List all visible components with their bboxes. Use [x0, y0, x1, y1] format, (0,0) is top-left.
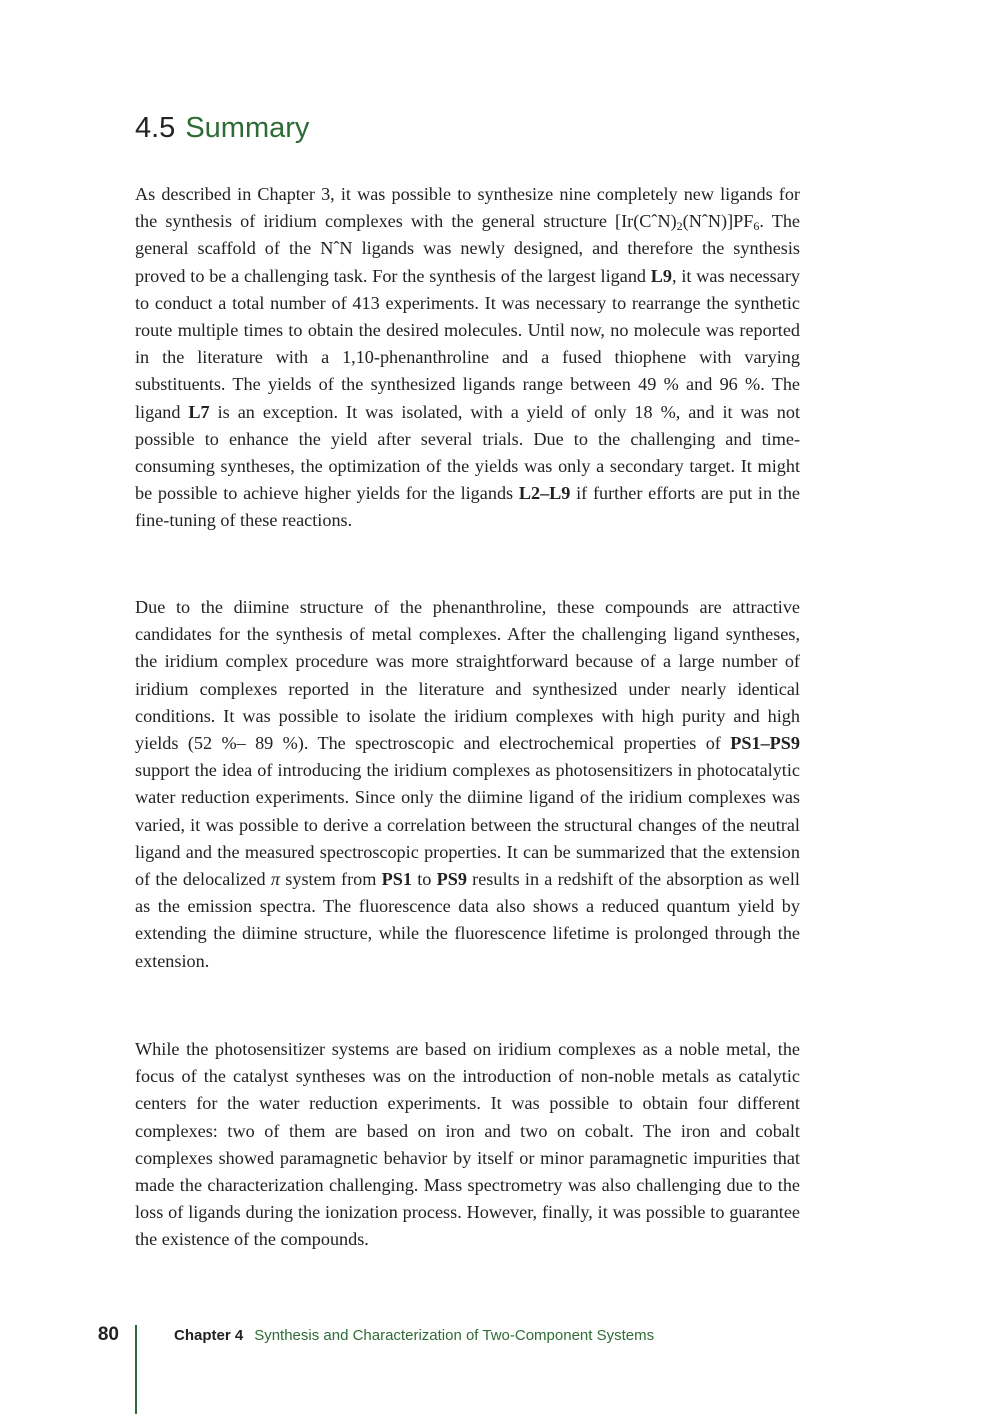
text-run: system from — [280, 869, 382, 890]
text-run: support the idea of introducing the iridium complexes as photosensitizers in photocatalytic water reduction experiments. Since only the diimine ligand of the iridium complexes was varied, it was possible to derive a correlation between the structural changes of the neutral ligand and the measured spectroscopic properties. It can be summarized that the extension of the delocalized — [135, 760, 800, 890]
text-run: As described in Chapter 3, it was possible to synthesize nine completely new ligands for the synthesis of iridium complexes with the general structure [Ir(CˆN) — [135, 184, 800, 232]
body-paragraph-2 — [135, 594, 800, 975]
text-run: results in a redshift of the absorption as well as the emission spectra. The fluorescence data also shows a reduced quantum yield by extending the diimine structure, while the fluorescence lifetime is prolonged through the extension. — [135, 869, 800, 971]
footer-chapter-title: Synthesis and Characterization of Two-Component Systems — [254, 1327, 655, 1344]
section-number: 4.5 — [135, 112, 176, 144]
footer-divider — [135, 1325, 137, 1414]
text-run: if further efforts are put in the fine-tuning of these reactions. — [135, 483, 800, 531]
text-run: (NˆN)]PF — [682, 211, 754, 232]
text-run: . The general scaffold of the NˆN ligands was newly designed, and therefore the synthesis proved to be a challenging task. For the synthesis of the largest ligand — [135, 211, 800, 286]
section-heading — [135, 108, 309, 148]
text-run: Due to the diimine structure of the phenanthroline, these compounds are attractive candidates for the synthesis of metal complexes. After the challenging ligand syntheses, the iridium complex procedure was more straightforward because of a large number of iridium complexes reported in the literature and synthesized under nearly identical conditions. It was possible to isolate the iridium complexes with high purity and high yields (52 %– 89 %). The spectroscopic and electrochemical properties of — [135, 597, 800, 754]
text-run: is an exception. It was isolated, with a yield of only 18 %, and it was not possible to enhance the yield after several trials. Due to the challenging and time-consuming syntheses, the optimization of the yields was only a secondary target. It might be possible to achieve higher yields for the ligands — [135, 401, 800, 504]
section-title: Summary — [185, 112, 310, 144]
text-run: , it was necessary to conduct a total number of 413 experiments. It was necessary to rearrange the synthetic route multiple times to obtain the desired molecules. Until now, no molecule was reported in the literature with a 1,10-phenanthroline and a fused thiophene with varying substituents. The yields of the synthesized ligands range between 49 % and 96 %. The ligand — [135, 265, 800, 422]
body-paragraph-1 — [135, 181, 800, 535]
body-paragraph-3 — [135, 1036, 800, 1254]
page-number: 80 — [97, 1324, 119, 1345]
math-symbol: π — [270, 869, 281, 890]
running-footer — [174, 1326, 654, 1346]
compound-label: L9 — [650, 265, 673, 286]
compound-label: L7 — [188, 401, 210, 422]
compound-label: L2–L9 — [518, 483, 571, 504]
footer-chapter-label: Chapter 4 — [174, 1327, 244, 1344]
text-run: While the photosensitizer systems are based on iridium complexes as a noble metal, the focus of the catalyst syntheses was on the introduction of non-noble metals as catalytic centers for the water reduction experiments. It was possible to obtain four different complexes: two of them are based on iron and two on cobalt. The iron and cobalt complexes showed paramagnetic behavior by itself or minor paramagnetic impurities that made the characterization challenging. Mass spectrometry was also challenging due to the loss of ligands during the ionization process. However, finally, it was possible to guarantee the existence of the compounds. — [135, 1039, 800, 1250]
subscript: 6 — [753, 219, 760, 234]
text-run: to — [411, 869, 437, 890]
subscript: 2 — [676, 219, 683, 234]
compound-label: PS9 — [436, 869, 467, 890]
compound-label: PS1–PS9 — [730, 733, 800, 754]
compound-label: PS1 — [381, 869, 412, 890]
